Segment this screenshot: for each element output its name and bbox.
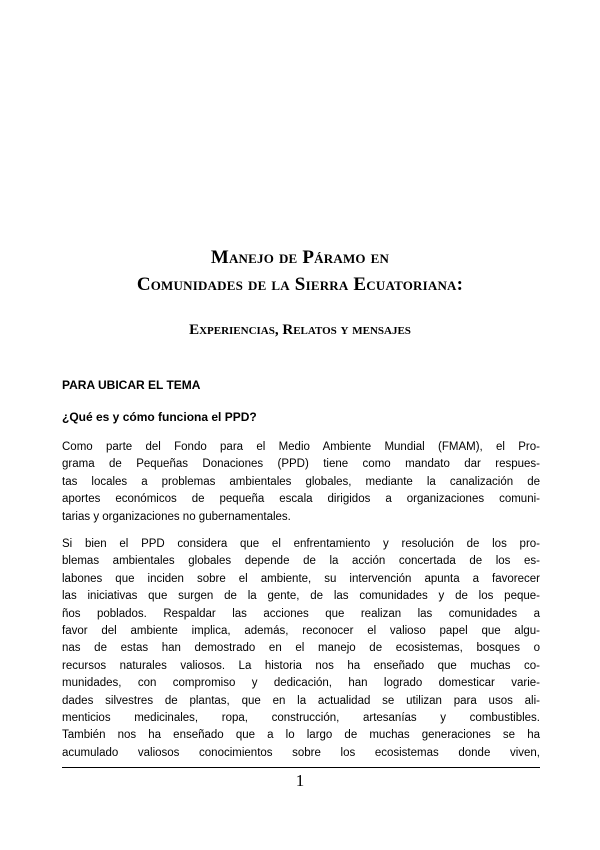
paragraph-2	[62, 536, 540, 762]
document-title-line-1: Manejo de Páramo en	[210, 247, 390, 268]
paragraph-line: grama de Pequeñas Donaciones (PPD) tiene como mandato dar respues-	[62, 458, 540, 471]
paragraph-line: También nos ha enseñado que a lo largo de muchas generaciones se ha	[62, 729, 540, 742]
paragraph-line: munidades, con compromiso y dedicación, han logrado domesticar varie-	[62, 677, 540, 690]
document-subtitle: Experiencias, Relatos y mensajes	[189, 322, 411, 338]
paragraph-line: las iniciativas que surgen de la gente, de las comunidades y de los peque-	[62, 590, 540, 603]
page-number: 1	[295, 771, 305, 790]
question-heading: ¿Qué es y cómo funciona el PPD?	[62, 410, 257, 424]
paragraph-1	[62, 439, 540, 526]
paragraph-line: nas de estas han demostrado en el manejo de ecosistemas, bosques o	[62, 642, 540, 655]
paragraph-line: tarias y organizaciones no gubernamentales.	[62, 510, 291, 523]
paragraph-line: ños poblados. Respaldar las acciones que realizan las comunidades a	[62, 607, 540, 620]
paragraph-line: aportes económicos de pequeña escala dirigidos a organizaciones comuni-	[62, 493, 540, 506]
document-title-line-2: Comunidades de la Sierra Ecuatoriana:	[136, 274, 464, 295]
paragraph-line: favor del ambiente implica, además, reconocer el valioso papel que algu-	[62, 624, 540, 637]
paragraph-line: acumulado valiosos conocimientos sobre los ecosistemas donde viven,	[62, 746, 540, 759]
paragraph-line: menticios medicinales, ropa, construcción, artesanías y combustibles.	[62, 711, 540, 724]
paragraph-line: Si bien el PPD considera que el enfrentamiento y resolución de los pro-	[62, 538, 540, 550]
paragraph-line: tas locales a problemas ambientales globales, mediante la canalización de	[62, 475, 540, 488]
paragraph-line: dades silvestres de plantas, que en la actualidad se utilizan para usos ali-	[62, 694, 540, 707]
footer-rule	[62, 767, 540, 768]
paragraph-line: recursos naturales valiosos. La historia nos ha enseñado que muchas co-	[62, 659, 540, 672]
section-heading: PARA UBICAR EL TEMA	[62, 378, 201, 392]
paragraph-line: blemas ambientales globales depende de la acción concertada de los es-	[62, 555, 540, 568]
paragraph-line: Como parte del Fondo para el Medio Ambiente Mundial (FMAM), el Pro-	[62, 441, 540, 453]
paragraph-line: labones que inciden sobre el ambiente, su intervención apunta a favorecer	[62, 572, 540, 585]
